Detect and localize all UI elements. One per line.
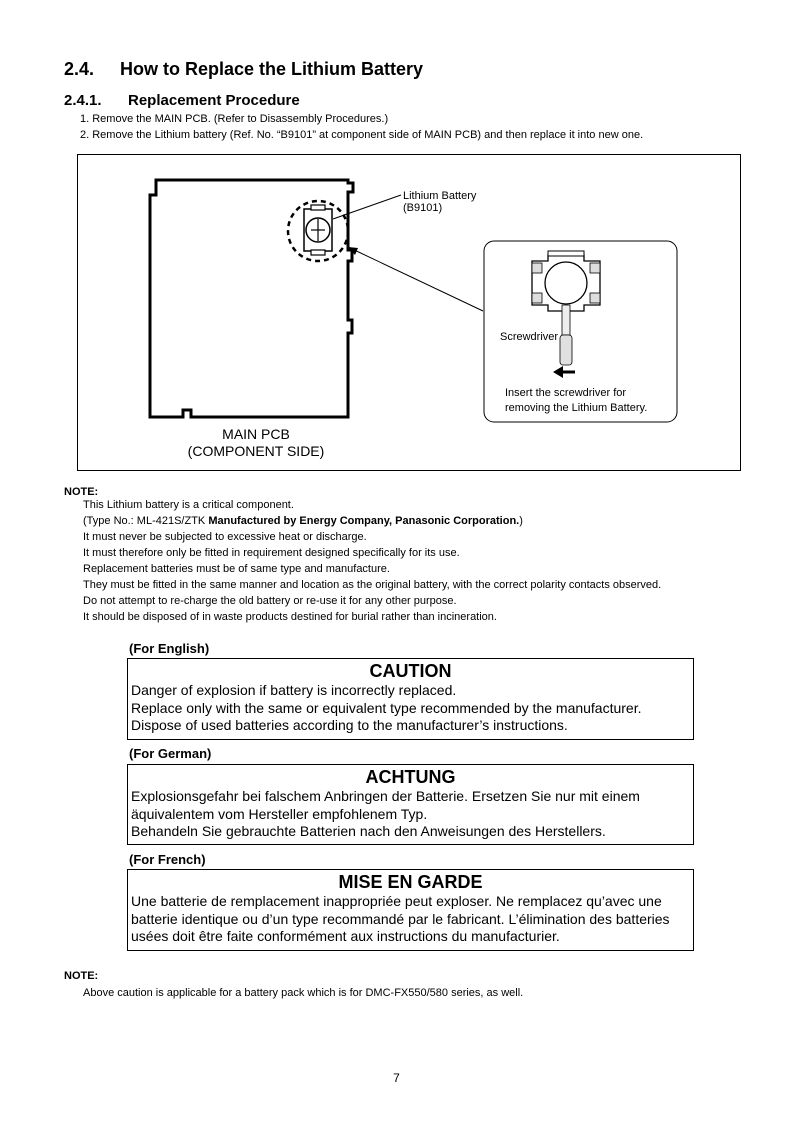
step-2: 2. Remove the Lithium battery (Ref. No. “B9101” at component side of MAIN PCB) and then replace it into new one. (80, 129, 644, 141)
pcb-label-1: MAIN PCB (222, 426, 290, 442)
detail-arrow (348, 247, 483, 311)
battery-label-1: Lithium Battery (403, 190, 477, 202)
caution-line: Explosionsgefahr bei falschem Anbringen der Batterie. Ersetzen Sie nur mit einem (131, 788, 640, 804)
pcb-label-2: (COMPONENT SIDE) (187, 443, 325, 459)
battery-label-2: (B9101) (403, 202, 443, 214)
screwdriver-handle (560, 335, 572, 365)
screwdriver-shaft (562, 305, 570, 335)
page-number: 7 (393, 1071, 400, 1085)
subsection-title (64, 92, 300, 109)
caution-line: usées doit être faite conformément aux instructions du manufacturier. (131, 928, 560, 944)
insert-text-1: Insert the screwdriver for (505, 387, 627, 399)
step-1: 1. Remove the MAIN PCB. (Refer to Disassembly Procedures.) (80, 113, 389, 125)
note2-heading: NOTE: (64, 970, 99, 982)
lang-label-french: (For French) (129, 852, 206, 867)
note-type-line (83, 515, 523, 527)
caution-box-french (127, 869, 694, 951)
section-title-text: How to Replace the Lithium Battery (120, 59, 424, 79)
subsection-title-text: Replacement Procedure (128, 92, 300, 109)
caution-box-german (127, 764, 694, 845)
battery-label-leader (333, 195, 401, 219)
caution-title: ACHTUNG (365, 767, 456, 787)
note-line: It must therefore only be fitted in requirement designed specifically for its use. (83, 547, 460, 559)
caution-line: Replace only with the same or equivalent type recommended by the manufacturer. (131, 699, 642, 716)
caution-line: äquivalentem vom Hersteller empfohlenem Typ. (131, 805, 428, 822)
caution-line: Une batterie de remplacement inappropriée peut exploser. Ne remplacez qu’avec une (131, 893, 662, 909)
note-line: Do not attempt to re-charge the old battery or re-use it for any other purpose. (83, 595, 457, 607)
lang-label-english: (For English) (129, 641, 210, 656)
note-heading: NOTE: (64, 486, 99, 498)
section-number: 2.4. (64, 59, 95, 79)
note-line: Replacement batteries must be of same type and manufacture. (83, 563, 390, 575)
type-suffix: ) (519, 515, 523, 527)
lang-label-german: (For German) (129, 746, 212, 761)
note-line: It should be disposed of in waste products destined for burial rather than incineration. (83, 611, 497, 623)
caution-line: Behandeln Sie gebrauchte Batterien nach den Anweisungen des Herstellers. (131, 823, 606, 839)
type-prefix: (Type No.: ML-421S/ZTK (83, 515, 209, 527)
screwdriver-label: Screwdriver (500, 331, 559, 343)
caution-line: Danger of explosion if battery is incorrectly replaced. (131, 682, 457, 698)
caution-box-english (127, 658, 694, 740)
detail-battery-cell (545, 262, 587, 304)
insert-text-2: removing the Lithium Battery. (505, 402, 648, 414)
type-manufacturer: Manufactured by Energy Company, Panasonic Corporation. (208, 515, 520, 527)
caution-line: batterie identique ou d’un type recommandé par le fabricant. L’élimination des batteries (131, 910, 670, 927)
note-line: This Lithium battery is a critical component. (83, 499, 294, 511)
caution-line: Dispose of used batteries according to the manufacturer’s instructions. (131, 717, 568, 733)
figure-box (77, 154, 741, 471)
section-title (64, 59, 423, 80)
caution-title: CAUTION (369, 661, 452, 681)
caution-title: MISE EN GARDE (338, 872, 483, 892)
subsection-number: 2.4.1. (64, 92, 102, 109)
note-line: It must never be subjected to excessive heat or discharge. (83, 531, 367, 543)
note2-text: Above caution is applicable for a battery pack which is for DMC-FX550/580 series, as well. (83, 987, 524, 999)
note-line: They must be fitted in the same manner and location as the original battery, with the correct polarity contacts observed. (83, 579, 662, 591)
